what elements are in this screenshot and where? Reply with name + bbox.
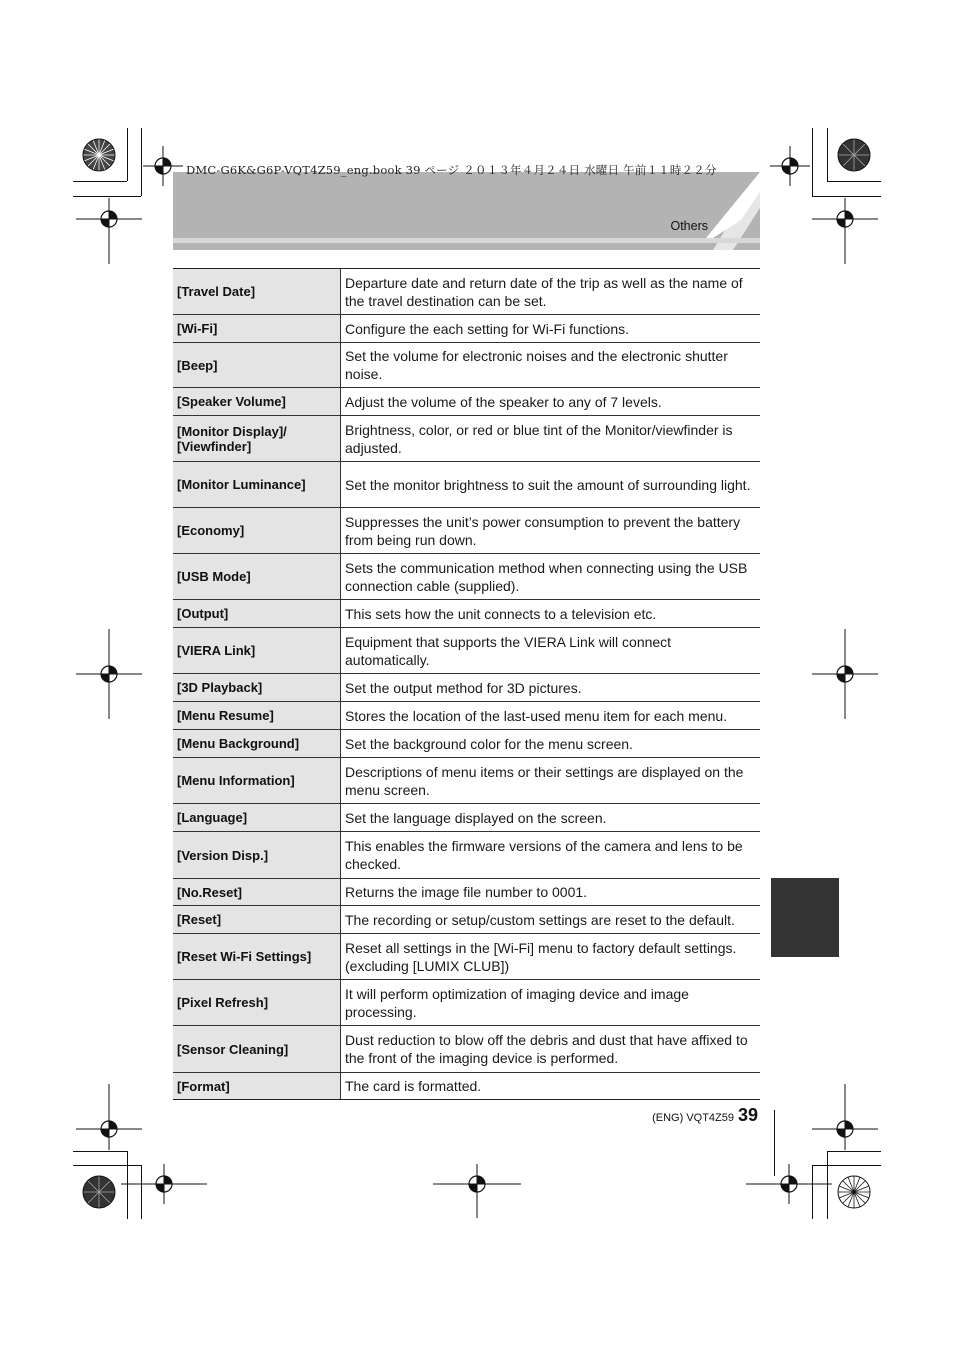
setting-name: [Monitor Display]/ [Viewfinder]: [173, 416, 341, 462]
setting-name: [Language]: [173, 804, 341, 832]
setting-name: [3D Playback]: [173, 674, 341, 702]
table-row: [173, 674, 760, 702]
registration-mark-icon: [76, 1084, 142, 1150]
registration-mark-icon: [812, 198, 878, 264]
crop-line: [827, 128, 828, 181]
setting-name: [Menu Information]: [173, 758, 341, 804]
setting-name: [Menu Resume]: [173, 702, 341, 730]
table-row: [173, 600, 760, 628]
crop-line: [812, 196, 881, 197]
setting-name: [Beep]: [173, 343, 341, 388]
setting-name: [Monitor Luminance]: [173, 462, 341, 508]
setting-name: [Economy]: [173, 508, 341, 554]
setting-name: [Output]: [173, 600, 341, 628]
header-band: [173, 172, 760, 250]
crop-line: [73, 181, 127, 182]
starburst-target-icon: [837, 1175, 871, 1209]
crop-line: [141, 128, 142, 196]
table-row: [173, 702, 760, 730]
setting-name: [Reset]: [173, 906, 341, 934]
starburst-target-icon: [82, 1175, 116, 1209]
settings-table: [173, 268, 760, 1100]
print-slug: DMC-G6K&G6P-VQT4Z59_eng.book 39 ページ ２０１３年４月２４日 水曜日 午前１１時２２分: [186, 163, 717, 177]
setting-description: Dust reduction to blow off the debris and dust that have affixed to the front of the imaging device is performed.: [341, 1026, 761, 1073]
crop-line: [73, 1151, 127, 1152]
setting-description: Equipment that supports the VIERA Link will connect automatically.: [341, 628, 761, 674]
table-row: [173, 1026, 760, 1073]
setting-name: [Version Disp.]: [173, 832, 341, 879]
setting-description: Reset all settings in the [Wi-Fi] menu to factory default settings. (excluding [LUMIX CLUB]): [341, 934, 761, 980]
setting-description: Set the monitor brightness to suit the amount of surrounding light.: [341, 462, 761, 508]
table-row: [173, 1073, 760, 1100]
setting-description: Stores the location of the last-used menu item for each menu.: [341, 702, 761, 730]
table-row: [173, 730, 760, 758]
crop-line: [127, 128, 128, 181]
setting-description: Set the language displayed on the screen.: [341, 804, 761, 832]
table-row: [173, 554, 760, 600]
setting-name: [Reset Wi-Fi Settings]: [173, 934, 341, 980]
crop-line: [827, 1151, 881, 1152]
setting-name: [USB Mode]: [173, 554, 341, 600]
setting-description: The card is formatted.: [341, 1073, 761, 1100]
setting-description: The recording or setup/custom settings are reset to the default.: [341, 906, 761, 934]
registration-mark-icon: [746, 1164, 832, 1204]
crop-line: [812, 128, 813, 196]
registration-mark-icon: [433, 1164, 521, 1218]
setting-description: Set the volume for electronic noises and the electronic shutter noise.: [341, 343, 761, 388]
crop-line: [827, 181, 881, 182]
setting-name: [Wi-Fi]: [173, 315, 341, 343]
table-row: [173, 758, 760, 804]
table-row: [173, 934, 760, 980]
table-row: [173, 462, 760, 508]
setting-name: [No.Reset]: [173, 879, 341, 906]
table-row: [173, 906, 760, 934]
setting-name: [Travel Date]: [173, 269, 341, 315]
section-tab: [771, 878, 839, 957]
table-row: [173, 804, 760, 832]
table-row: [173, 832, 760, 879]
table-row: [173, 416, 760, 462]
setting-description: Brightness, color, or red or blue tint of the Monitor/viewfinder is adjusted.: [341, 416, 761, 462]
table-row: [173, 980, 760, 1026]
table-row: [173, 508, 760, 554]
setting-name: [Speaker Volume]: [173, 388, 341, 416]
footer-model-code: (ENG) VQT4Z59: [652, 1112, 734, 1124]
setting-description: Departure date and return date of the trip as well as the name of the travel destination can be set.: [341, 269, 761, 315]
table-row: [173, 388, 760, 416]
setting-description: This enables the firmware versions of the camera and lens to be checked.: [341, 832, 761, 879]
starburst-target-icon: [837, 138, 871, 172]
crop-line: [73, 196, 141, 197]
setting-description: Suppresses the unit’s power consumption to prevent the battery from being run down.: [341, 508, 761, 554]
setting-name: [Format]: [173, 1073, 341, 1100]
setting-description: It will perform optimization of imaging device and image processing.: [341, 980, 761, 1026]
registration-mark-icon: [76, 198, 142, 264]
setting-description: This sets how the unit connects to a television etc.: [341, 600, 761, 628]
setting-description: Adjust the volume of the speaker to any of 7 levels.: [341, 388, 761, 416]
setting-description: Configure the each setting for Wi-Fi functions.: [341, 315, 761, 343]
registration-mark-icon: [812, 629, 878, 719]
setting-description: Set the output method for 3D pictures.: [341, 674, 761, 702]
table-row: [173, 879, 760, 906]
setting-name: [Sensor Cleaning]: [173, 1026, 341, 1073]
registration-mark-icon: [770, 146, 810, 186]
setting-name: [VIERA Link]: [173, 628, 341, 674]
setting-name: [Menu Background]: [173, 730, 341, 758]
setting-description: Sets the communication method when connecting using the USB connection cable (supplied).: [341, 554, 761, 600]
starburst-target-icon: [82, 138, 116, 172]
setting-description: Descriptions of menu items or their settings are displayed on the menu screen.: [341, 758, 761, 804]
table-row: [173, 315, 760, 343]
table-row: [173, 628, 760, 674]
registration-mark-icon: [76, 629, 142, 719]
setting-description: Returns the image file number to 0001.: [341, 879, 761, 906]
section-label: Others: [670, 219, 708, 233]
registration-mark-icon: [812, 1084, 878, 1150]
table-row: [173, 269, 760, 315]
setting-description: Set the background color for the menu screen.: [341, 730, 761, 758]
page-number: 39: [738, 1105, 759, 1125]
table-row: [173, 343, 760, 388]
setting-name: [Pixel Refresh]: [173, 980, 341, 1026]
registration-mark-icon: [121, 1164, 207, 1204]
